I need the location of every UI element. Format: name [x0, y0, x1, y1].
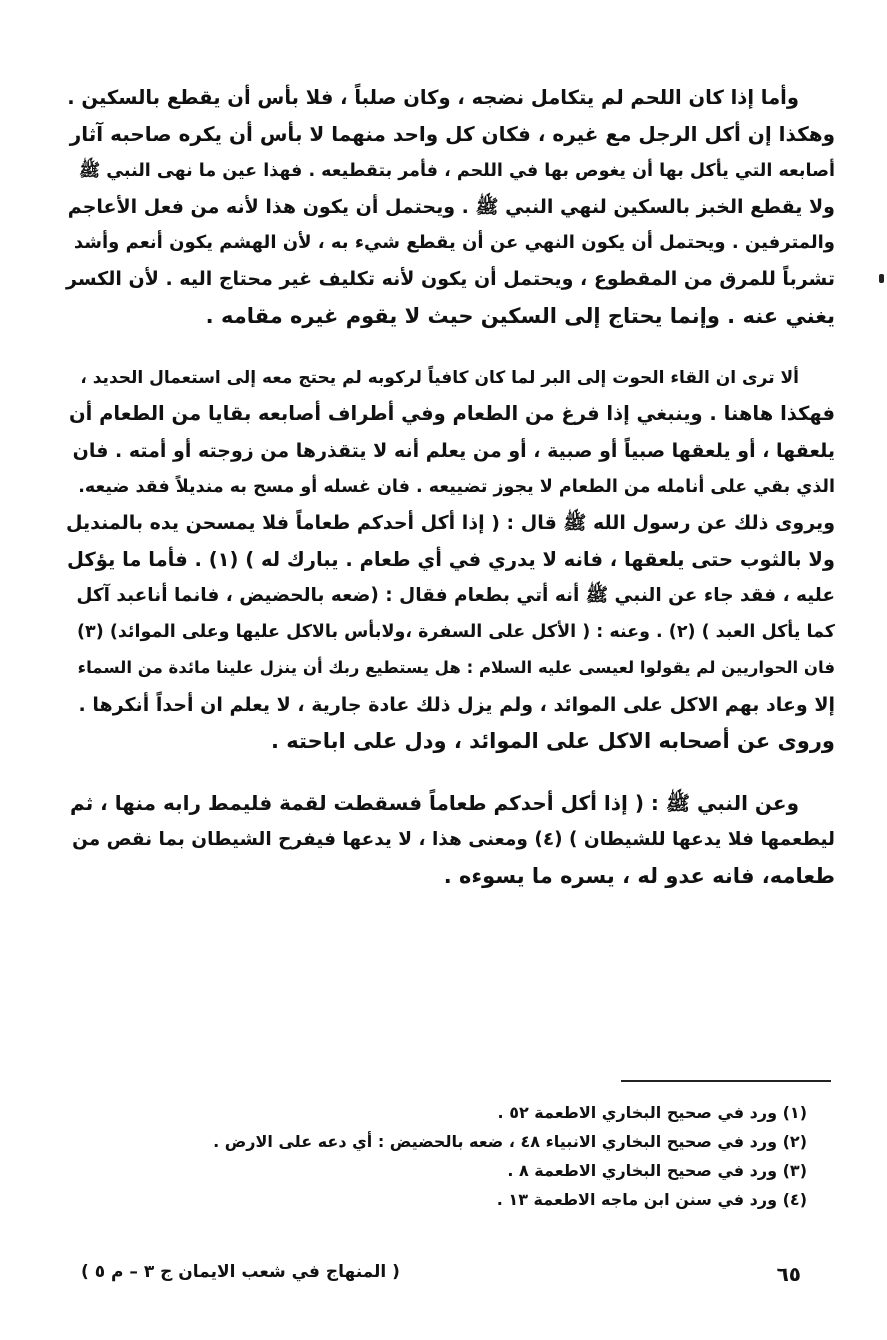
- text-line: وروى عن أصحابه الاكل على الموائد ، ودل على اباحته .: [270, 729, 835, 754]
- margin-mark: [879, 274, 884, 283]
- paragraph-1: [65, 80, 835, 334]
- text-line: والمترفين . ويحتمل أن يكون النهي عن أن يقطع شيء به ، لأن الهشم يكون أنعم وأشد: [73, 232, 835, 254]
- text-line: عليه ، فقد جاء عن النبي ﷺ أنه أتي بطعام فقال : (ضعه بالحضيض ، فانما أناعبد آكل: [76, 584, 835, 606]
- footnote-2: (٢) ورد في صحيح البخاري الانبياء ٤٨ ، ضعه بالحضيض : أي دعه على الارض .: [213, 1132, 807, 1151]
- text-line: طعامه، فانه عدو له ، يسره ما يسوءه .: [443, 863, 835, 888]
- text-line: ألا ترى ان القاء الحوت إلى البر لما كان كافياً لركوبه لم يحتج معه إلى استعمال الحديد ،: [80, 368, 799, 389]
- paragraph-2: [65, 360, 835, 759]
- text-line: إلا وعاد بهم الاكل على الموائد ، ولم يزل ذلك عادة جارية ، لا يعلم ان أحداً أنكرها .: [78, 693, 835, 716]
- text-line: تشرباً للمرق من المقطوع ، ويحتمل أن يكون لأنه تكليف غير محتاج اليه . لأن الكسر: [66, 268, 835, 291]
- text-line: ولا بالثوب حتى يلعقها ، فانه لا يدري في أي طعام . يبارك له ) (١) . فأما ما يؤكل: [66, 547, 835, 571]
- footnote-1: (١) ورد في صحيح البخاري الاطعمة ٥٢ .: [497, 1103, 807, 1122]
- paragraph-gap: [65, 334, 835, 360]
- text-line: وأما إذا كان اللحم لم يتكامل نضجه ، وكان صلباً ، فلا بأس أن يقطع بالسكين .: [67, 86, 799, 109]
- running-title: ( المنهاج في شعب الايمان ج ٣ – م ٥ ): [81, 1262, 400, 1282]
- text-line: كما يأكل العبد ) (٢) . وعنه : ( الأكل على السفرة ،ولابأس بالاكل عليها وعلى الموائد) (٣): [77, 622, 835, 643]
- paragraph-3: [65, 785, 835, 894]
- text-line: الذي بقي على أنامله من الطعام لا يجوز تضييعه . فان غسله أو مسح به منديلاً فقد ضيعه.: [78, 476, 835, 497]
- text-line: ليطعمها فلا يدعها للشيطان ) (٤) ومعنى هذا ، لا يدعها فيفرح الشيطان بما نقص من: [72, 828, 835, 850]
- text-line: يلعقها ، أو يلعقها صبياً أو صبية ، أو من يعلم أنه لا يتقذرها من زوجته أو أمته . فان: [72, 439, 835, 462]
- page-number: ٦٥: [776, 1262, 801, 1286]
- text-line: وهكذا إن أكل الرجل مع غيره ، فكان كل واحد منهما لا بأس أن يكره صاحبه آثار: [69, 122, 835, 147]
- text-line: ويروى ذلك عن رسول الله ﷺ قال : ( إذا أكل أحدكم طعاماً فلا يمسحن يده بالمنديل: [66, 512, 835, 535]
- footnote-4: (٤) ورد في سنن ابن ماجه الاطعمة ١٣ .: [496, 1190, 807, 1209]
- text-line: يغني عنه . وإنما يحتاج إلى السكين حيث لا يقوم غيره مقامه .: [205, 303, 835, 328]
- text-line: فهكذا هاهنا . وينبغي إذا فرغ من الطعام وفي أطراف أصابعه بقايا من الطعام أن: [69, 402, 835, 426]
- text-line: ولا يقطع الخبز بالسكين لنهي النبي ﷺ . ويحتمل أن يكون هذا لأنه من فعل الأعاجم: [67, 195, 835, 218]
- footnote-3: (٣) ورد في صحيح البخاري الاطعمة ٨ .: [507, 1161, 807, 1180]
- paragraph-gap: [65, 759, 835, 785]
- main-text: [65, 80, 835, 894]
- footnote-separator: [621, 1080, 831, 1082]
- text-line: فان الحواريين لم يقولوا لعيسى عليه السلام : هل يستطيع ربك أن ينزل علينا مائدة من السماء: [77, 658, 835, 678]
- text-line: أصابعه التي يأكل بها أن يغوص بها في اللحم ، فأمر بتقطيعه . فهذا عين ما نهى النبي ﷺ: [78, 160, 835, 181]
- text-line: وعن النبي ﷺ : ( إذا أكل أحدكم طعاماً فسقطت لقمة فليمط رابه منها ، ثم: [70, 791, 799, 816]
- footnotes: [87, 1098, 807, 1214]
